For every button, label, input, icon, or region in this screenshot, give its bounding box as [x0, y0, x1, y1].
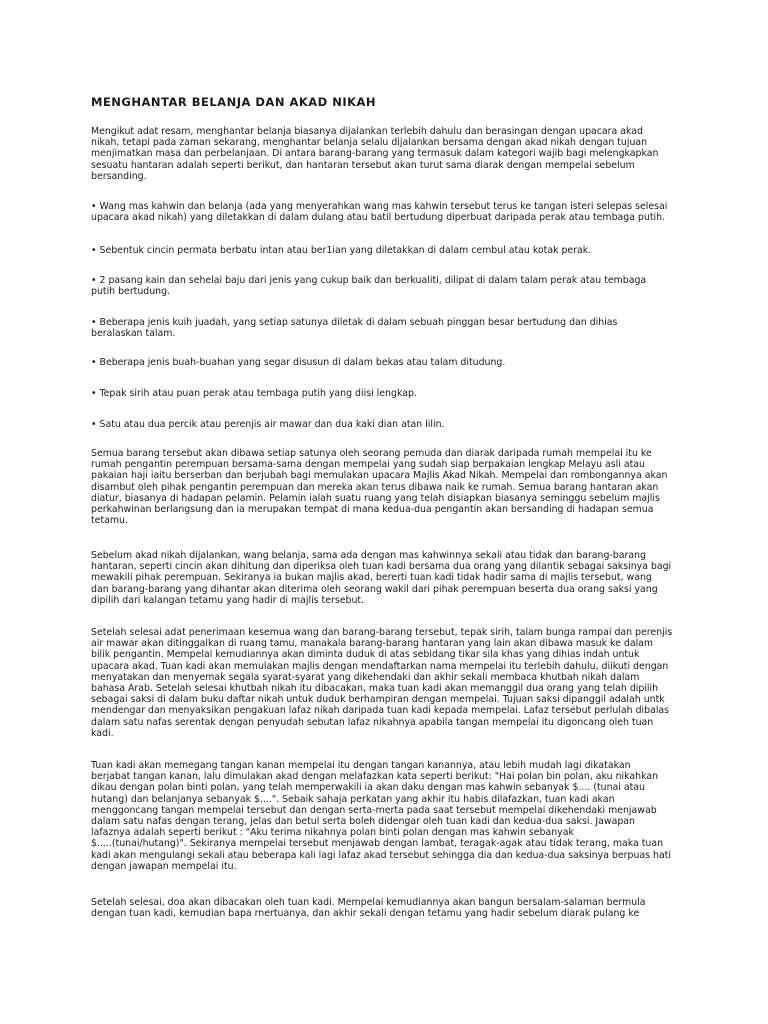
- upacara-akad-paragraph: Setelah selesai adat penerimaan kesemua wang dan barang-barang tersebut, tepak sirih, talam bunga rampai dan perenjis air mawar akan ditinggalkan di ruang tamu, manakala barang-barang hantaran yang lain akan dibawa masuk ke dalam bilik pengantin. Mempelai kemudiannya akan diminta duduk di atas sebidang tikar sila khas yang dihias indah untuk upacara akad. Tuan kadi akan memulakan majlis dengan mendaftarkan nama mempelai itu terlebih dahulu, diikuti dengan menyatakan dan menyemak segala syarat-syarat yang dikehendaki dan akhir sekali membaca khutbah nikah dalam bahasa Arab. Setelah selesai khutbah nikah itu dibacakan, maka tuan kadi akan memanggil dua orang yang telah dipilih sebagai saksi di dalam buku daftar nikah untuk duduk berhampiran dengan mempelai. Tujuan saksi dipanggil adalah untk mendengar dan menyaksikan pengakuan lafaz nikah daripada tuan kadi kepada mempelai. Lafaz tersebut perlulah dibalas dalam satu nafas serentak dengan penyudah sebutan lafaz nikahnya apabila tangan mempelai itu digoncang oleh tuan kadi.: [91, 627, 673, 739]
- arakan-paragraph: Semua barang tersebut akan dibawa setiap satunya oleh seorang pemuda dan diarak daripada rumah mempelai itu ke rumah pengantin perempuan bersama-sama dengan mempelai yang sudah siap berpakaian lengkap Melayu asli atau pakaian haji iaitu berserban dan berjubah bagi memulakan upacara Majlis Akad Nikah. Mempelai dan rombongannya akan disambut oleh pihak pengantin perempuan dan mereka akan terus dibawa naik ke rumah. Semua barang hantaran akan diatur, biasanya di hadapan pelamin. Pelamin ialah suatu ruang yang telah disiapkan biasanya seminggu sebelum majlis perkahwinan berlangsung dan ia merupakan tempat di mana kedua-dua pengantin akan bersanding di hadapan semua tetamu.: [91, 448, 668, 527]
- list-item-cincin: • Sebentuk cincin permata berbatu intan atau ber1ian yang diletakkan di dalam cembul atau kotak perak.: [91, 245, 592, 256]
- lafaz-nikah-paragraph: Tuan kadi akan memegang tangan kanan mempelai itu dengan tangan kanannya, atau lebih mudah lagi dikatakan berjabat tangan kanan, lalu dimulakan akad dengan melafazkan kata seperti berikut: "Hai polan bin polan, aku nikahkan dikau dengan polan binti polan, yang telah memperwakili ia akan daku dengan mas kahwin sebanyak $.... (tunai atau hutang) dan belanjanya sebanyak $....". Sebaik sahaja perkatan yang akhir itu habis dilafazkan, tuan kadi akan menggoncang tangan mempelai tersebut dan dengan serta-merta pada saat tersebut mempelai dikehendaki menjawab dalam satu nafas dengan terang, jelas dan betul serta boleh didengar oleh tuan kadi dan kedua-dua saksi. Jawapan lafaznya adalah seperti berikut : "Aku terima nikahnya polan binti polan dengan mas kahwin sebanyak $.....(tunai/hutang)". Sekiranya mempelai tersebut menjawab dengan lambat, teragak-agak atau tidak terang, maka tuan kadi akan mengulangi sekali atau beberapa kali lagi lafaz akad tersebut sehingga dia dan kedua-dua saksinya berpuas hati dengan jawapan mempelai itu.: [91, 760, 671, 872]
- list-item-buah: • Beberapa jenis buah-buahan yang segar disusun di dalam bekas atau talam ditudung.: [91, 357, 506, 368]
- list-item-kain-baju: • 2 pasang kain dan sehelai baju dari jenis yang cukup baik dan berkualiti, dilipat di dalam talam perak atau tembaga putih bertudung.: [91, 275, 647, 298]
- sebelum-akad-paragraph: Sebelum akad nikah dijalankan, wang belanja, sama ada dengan mas kahwinnya sekali atau tidak dan barang-barang hantaran, seperti cincin akan dihitung dan diperiksa oleh tuan kadi bersama dua orang yang dilantik sebagai saksinya bagi mewakili pihak perempuan. Sekiranya ia bukan majlis akad, bererti tuan kadi tidak hadir sama di majlis tersebut, wang dan barang-barang yang dihantar akan diterima oleh seorang wakil dari pihak perempuan beserta dua orang saksi yang dipilih dari kalangan tetamu yang hadir di majlis tersebut.: [91, 550, 672, 606]
- list-item-kuih: • Beberapa jenis kuih juadah, yang setiap satunya diletak di dalam sebuah pinggan besar bertudung dan dihias beralaskan talam.: [91, 317, 618, 340]
- list-item-perenjis: • Satu atau dua percik atau perenjis air mawar dan dua kaki dian atan lilin.: [91, 419, 445, 430]
- list-item-mas-kahwin: • Wang mas kahwin dan belanja (ada yang menyerahkan wang mas kahwin tersebut terus ke tangan isteri selepas selesai upacara akad nikah) yang diletakkan di dalam dulang atau batil bertudung diperbuat daripada perak atau tembaga putih.: [91, 201, 668, 224]
- doa-paragraph: Setelah selesai, doa akan dibacakan oleh tuan kadi. Mempelai kemudiannya akan bangun bersalam-salaman bermula dengan tuan kadi, kemudian bapa rnertuanya, dan akhir sekali dengan tetamu yang hadir sebelum diarak pulang ke: [91, 897, 646, 920]
- document-title: MENGHANTAR BELANJA DAN AKAD NIKAH: [91, 95, 377, 109]
- intro-paragraph: Mengikut adat resam, menghantar belanja biasanya dijalankan terlebih dahulu dan berasingan dengan upacara akad nikah, tetapi pada zaman sekarang, menghantar belanja selalu dijalankan bersama dengan akad nikah dengan tujuan menjimatkan masa dan perbelanjaan. Di antara barang-barang yang termasuk dalam kategori wajib bagi melengkapkan sesuatu hantaran adalah seperti berikut, dan hantaran tersebut akan turut sama diarak dengan mempelai sebelum bersanding.: [91, 126, 659, 182]
- list-item-tepak-sirih: • Tepak sirih atau puan perak atau tembaga putih yang diisi lengkap.: [91, 388, 417, 399]
